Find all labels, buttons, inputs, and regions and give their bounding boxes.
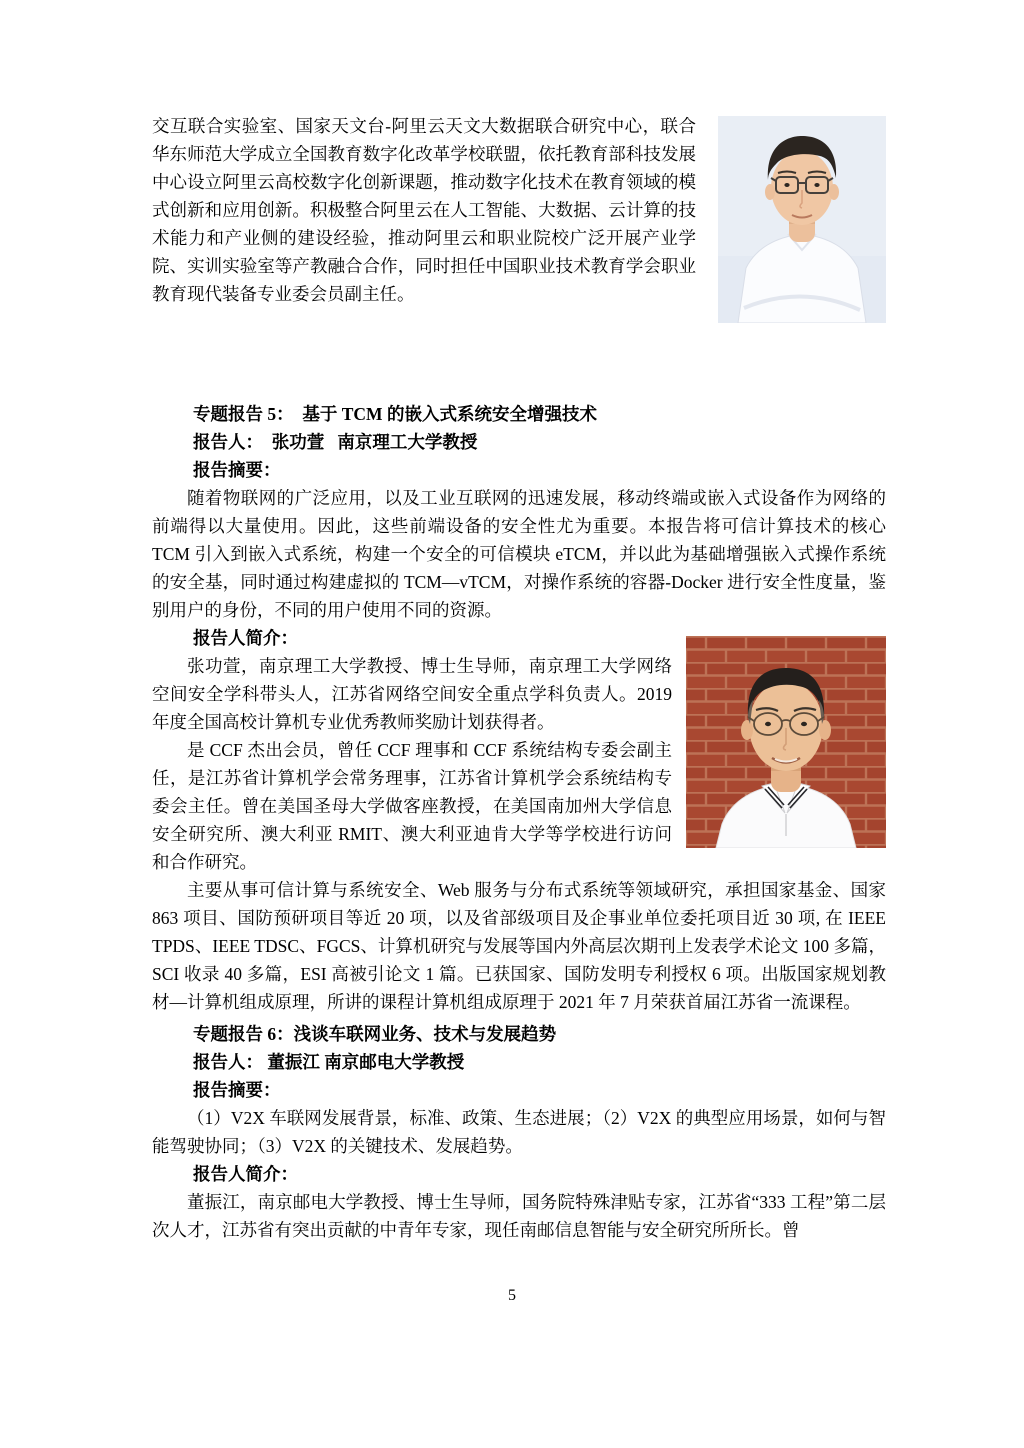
- report5-bio-label: 报告人简介：: [193, 628, 298, 648]
- portrait-man-blue-bg: [718, 116, 886, 323]
- report6-abstract-label: 报告摘要：: [193, 1080, 281, 1100]
- report6-title: 专题报告 6：浅谈车联网业务、技术与发展趋势: [193, 1024, 557, 1044]
- intro-speaker-photo: [718, 116, 886, 323]
- page-content: [152, 112, 886, 1244]
- report5-bio-paragraph-2: 是 CCF 杰出会员，曾任 CCF 理事和 CCF 系统结构专委会副主任，是江苏省计算机学会常务理事，江苏省计算机学会系统结构专委会主任。曾在美国圣母大学做客座教授，在美国南加州大学信息安全研究所、澳大利亚 RMIT、澳大利亚迪肯大学等学校进行访问和合作研究。: [152, 740, 672, 872]
- report6-bio-paragraph: 董振江，南京邮电大学教授、博士生导师，国务院特殊津贴专家，江苏省“333 工程”第二层次人才，江苏省有突出贡献的中青年专家，现任南邮信息智能与安全研究所所长。曾: [152, 1192, 886, 1240]
- report6-abstract: （1）V2X 车联网发展背景，标准、政策、生态进展；（2）V2X 的典型应用场景，如何与智能驾驶协同；（3）V2X 的关键技术、发展趋势。: [152, 1108, 886, 1156]
- report5-abstract-label: 报告摘要：: [193, 460, 281, 480]
- report5-bio-paragraph-1: 张功萱，南京理工大学教授、博士生导师，南京理工大学网络空间安全学科带头人，江苏省网络空间安全重点学科负责人。2019 年度全国高校计算机专业优秀教师奖励计划获得者。: [152, 656, 672, 732]
- portrait-man-brick-bg: [686, 636, 886, 848]
- report5-abstract: 随着物联网的广泛应用，以及工业互联网的迅速发展，移动终端或嵌入式设备作为网络的前端得以大量使用。因此，这些前端设备的安全性尤为重要。本报告将可信计算技术的核心 TCM 引入到嵌入式系统，构建一个安全的可信模块 eTCM，并以此为基础增强嵌入式操作系统的安全基，同时通过构建虚拟的 TCM—vTCM，对操作系统的容器-Docker 进行安全性度量，鉴别用户的身份，不同的用户使用不同的资源。: [152, 488, 886, 620]
- page-number: 5: [508, 1287, 516, 1304]
- report5-bio: [152, 624, 886, 1016]
- report6-bio-label: 报告人简介：: [193, 1164, 298, 1184]
- intro-paragraph: 交互联合实验室、国家天文台-阿里云天文大数据联合研究中心，联合华东师范大学成立全国教育数字化改革学校联盟，依托教育部科技发展中心设立阿里云高校数字化创新课题，推动数字化技术在教育领域的模式创新和应用创新。积极整合阿里云在人工智能、大数据、云计算的技术能力和产业侧的建设经验，推动阿里云和职业院校广泛开展产业学院、实训实验室等产教融合合作，同时担任中国职业技术教育学会职业教育现代装备专业委会员副主任。: [152, 116, 696, 304]
- report6-section: [152, 1020, 886, 1244]
- intro-section: [152, 112, 886, 308]
- report6-speaker-line: 报告人： 董振江 南京邮电大学教授: [193, 1052, 465, 1072]
- report5-bio-paragraph-3: 主要从事可信计算与系统安全、Web 服务与分布式系统等领域研究，承担国家基金、国家 863 项目、国防预研项目等近 20 项，以及省部级项目及企事业单位委托项目近 30 项, 在 IEEE TPDS、IEEE TDSC、FGCS、计算机研究与发展等国内外高层次期刊上发表学术论文 100 多篇，SCI 收录 40 多篇，ESI 高被引论文 1 篇。已获国家、国防发明专利授权 6 项。出版国家规划教材—计算机组成原理，所讲的课程计算机组成原理于 2021 年 7 月荣获首届江苏省一流课程。: [152, 880, 886, 1012]
- report5-speaker-photo: [686, 636, 886, 848]
- report5-speaker-line: 报告人： 张功萱 南京理工大学教授: [193, 432, 478, 452]
- report5-section: [152, 400, 886, 1016]
- report5-title: 专题报告 5： 基于 TCM 的嵌入式系统安全增强技术: [193, 404, 597, 424]
- section-spacer: [152, 333, 886, 400]
